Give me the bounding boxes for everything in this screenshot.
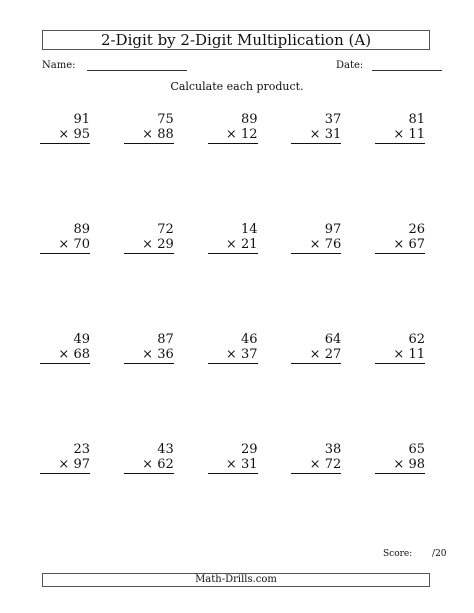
bottom-number: × 68: [40, 347, 90, 364]
score-field: [383, 549, 447, 559]
problem: [291, 332, 351, 442]
problem: [208, 442, 268, 552]
problem: [40, 332, 100, 442]
problem: [375, 442, 435, 552]
score-label: Score:: [383, 549, 413, 559]
bottom-number: × 72: [291, 457, 341, 474]
top-number: 65: [408, 442, 425, 457]
problem: [40, 112, 100, 222]
problem: [208, 222, 268, 332]
name-field: [42, 60, 187, 71]
date-label: Date:: [336, 60, 364, 71]
bottom-number: × 62: [124, 457, 174, 474]
top-number: 87: [157, 332, 174, 347]
top-number: 37: [324, 112, 342, 127]
bottom-number: × 67: [375, 237, 425, 254]
top-number: 29: [240, 442, 258, 457]
bottom-number: × 27: [291, 347, 341, 364]
top-number: 38: [324, 442, 342, 457]
top-number: 97: [324, 222, 342, 237]
date-blank-line[interactable]: [372, 60, 442, 71]
bottom-number: × 31: [291, 127, 341, 144]
problem: [40, 222, 100, 332]
bottom-number: × 12: [208, 127, 258, 144]
top-number: 46: [240, 332, 258, 347]
bottom-number: × 98: [375, 457, 425, 474]
problem-row: [40, 222, 435, 332]
bottom-number: × 29: [124, 237, 174, 254]
top-number: 26: [408, 222, 425, 237]
problem: [291, 112, 351, 222]
problem: [40, 442, 100, 552]
bottom-number: × 11: [375, 347, 425, 364]
name-blank-line[interactable]: [87, 60, 187, 71]
problem: [375, 332, 435, 442]
problem-grid: [40, 112, 435, 552]
footer-source: Math-Drills.com: [42, 573, 430, 587]
top-number: 14: [240, 222, 258, 237]
bottom-number: × 95: [40, 127, 90, 144]
worksheet-title: 2-Digit by 2-Digit Multiplication (A): [42, 30, 430, 50]
bottom-number: × 76: [291, 237, 341, 254]
bottom-number: × 11: [375, 127, 425, 144]
top-number: 23: [73, 442, 90, 457]
score-total: /20: [432, 549, 447, 559]
problem: [291, 222, 351, 332]
problem: [208, 332, 268, 442]
top-number: 62: [408, 332, 425, 347]
top-number: 91: [73, 112, 90, 127]
bottom-number: × 21: [208, 237, 258, 254]
bottom-number: × 31: [208, 457, 258, 474]
problem: [375, 222, 435, 332]
problem: [124, 222, 184, 332]
problem: [208, 112, 268, 222]
problem: [124, 112, 184, 222]
top-number: 89: [240, 112, 258, 127]
bottom-number: × 88: [124, 127, 174, 144]
problem: [124, 332, 184, 442]
bottom-number: × 70: [40, 237, 90, 254]
name-label: Name:: [42, 60, 76, 71]
problem: [291, 442, 351, 552]
instructions: Calculate each product.: [170, 80, 304, 93]
bottom-number: × 37: [208, 347, 258, 364]
top-number: 64: [324, 332, 342, 347]
problem-row: [40, 442, 435, 552]
problem-row: [40, 332, 435, 442]
bottom-number: × 97: [40, 457, 90, 474]
problem-row: [40, 112, 435, 222]
problem: [124, 442, 184, 552]
top-number: 89: [73, 222, 90, 237]
bottom-number: × 36: [124, 347, 174, 364]
top-number: 81: [408, 112, 425, 127]
problem: [375, 112, 435, 222]
top-number: 75: [157, 112, 174, 127]
top-number: 43: [157, 442, 174, 457]
top-number: 72: [157, 222, 174, 237]
date-field: [336, 60, 442, 71]
top-number: 49: [73, 332, 90, 347]
